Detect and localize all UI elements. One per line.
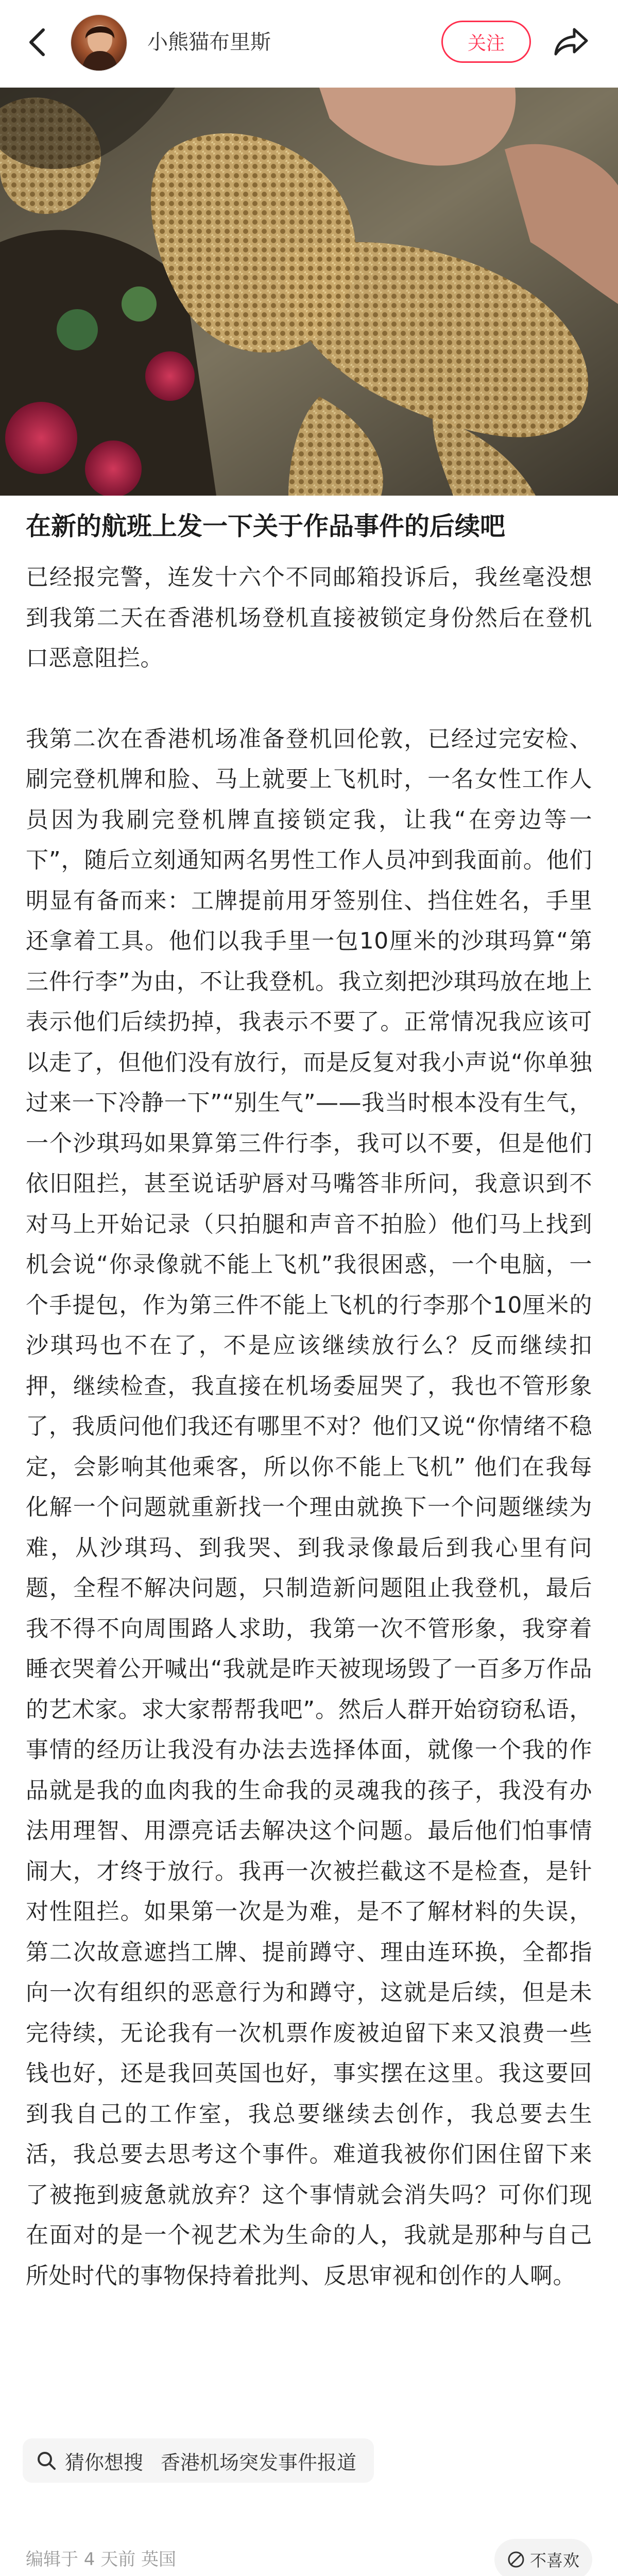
avatar-image (71, 15, 128, 72)
dislike-button[interactable] (494, 2539, 592, 2576)
share-arrow-icon (554, 26, 590, 57)
post-body (26, 557, 592, 2296)
dislike-icon (507, 2551, 525, 2568)
photo-artwork-image (0, 88, 618, 496)
suggest-query-text[interactable]: 香港机场突发事件报道 (161, 2451, 357, 2474)
post-paragraph: 已经报完警，连发十六个不同邮箱投诉后，我丝毫没想到我第二天在香港机场登机直接被锁定身份然后在登机口恶意阻拦。 (26, 564, 592, 671)
edit-timestamp: 编辑于 4 天前 英国 (26, 2549, 177, 2570)
post-title: 在新的航班上发一下关于作品事件的后续吧 (26, 512, 506, 541)
top-bar (0, 0, 618, 88)
post-photo[interactable] (0, 88, 618, 496)
chevron-left-icon (27, 28, 47, 57)
back-button[interactable] (22, 27, 53, 58)
follow-button[interactable]: 关注 (441, 21, 531, 63)
dislike-label: 不喜欢 (529, 2551, 579, 2570)
post-paragraph: 我第二次在香港机场准备登机回伦敦，已经过完安检、刷完登机牌和脸、马上就要上飞机时，一名女性工作人员因为我刷完登机牌直接锁定我，让我“在旁边等一下”，随后立刻通知两名男性工作人员冲到我面前。他们明显有备而来：工牌提前用牙签别住、挡住姓名，手里还拿着工具。他们以我手里一包10厘米的沙琪玛算“第三件行李”为由，不让我登机。我立刻把沙琪玛放在地上表示他们后续扔掉，我表示不要了。正常情况我应该可以走了，但他们没有放行，而是反复对我小声说“你单独过来一下冷静一下”“别生气”——我当时根本没有生气，一个沙琪玛如果算第三件行李，我可以不要，但是他们依旧阻拦，甚至说话驴唇对马嘴答非所问，我意识到不对马上开始记录（只拍腿和声音不拍脸）他们马上找到机会说“你录像就不能上飞机”我很困惑，一个电脑，一个手提包，作为第三件不能上飞机的行李那个10厘米的沙琪玛也不在了，不是应该继续放行么？反而继续扣押，继续检查，我直接在机场委屈哭了，我也不管形象了，我质问他们我还有哪里不对？他们又说“你情绪不稳定，会影响其他乘客，所以你不能上飞机” 他们在我每化解一个问题就重新找一个理由就换下一个问题继续为难，从沙琪玛、到我哭、到我录像最后到我心里有问题，全程不解决问题，只制造新问题阻止我登机，最后我不得不向周围路人求助，我第一次不管形象，我穿着睡衣哭着公开喊出“我就是昨天被现场毁了一百多万作品的艺术家。求大家帮帮我吧”。然后人群开始窃窃私语，事情的经历让我没有办法去选择体面，就像一个我的作品就是我的血肉我的生命我的灵魂我的孩子，我没有办法用理智、用漂亮话去解决这个问题。最后他们怕事情闹大，才终于放行。我再一次被拦截这不是检查，是针对性阻拦。如果第一次是为难，是不了解材料的失误，第二次故意遮挡工牌、提前蹲守、理由连环换，全都指向一次有组织的恶意行为和蹲守，这就是后续，但是未完待续，无论我有一次机票作废被迫留下来又浪费一些钱也好，还是我回英国也好，事实摆在这里。我这要回到我自己的工作室，我总要继续去创作，我总要去生活，我总要去思考这个事件。难道我被你们困住留下来了被拖到疲惫就放弃？这个事情就会消失吗？可你们现在面对的是一个视艺术为生命的人，我就是那种与自己所处时代的事物保持着批判、反思审视和创作的人啊。 (26, 725, 592, 2289)
search-icon (36, 2450, 57, 2471)
suggested-search-chip[interactable] (23, 2438, 374, 2483)
suggest-prefix-label: 猜你想搜 (65, 2451, 144, 2474)
share-button[interactable] (552, 24, 591, 60)
paragraph-spacer (26, 679, 592, 719)
author-avatar[interactable] (70, 14, 128, 72)
author-name[interactable]: 小熊猫布里斯 (147, 30, 271, 54)
